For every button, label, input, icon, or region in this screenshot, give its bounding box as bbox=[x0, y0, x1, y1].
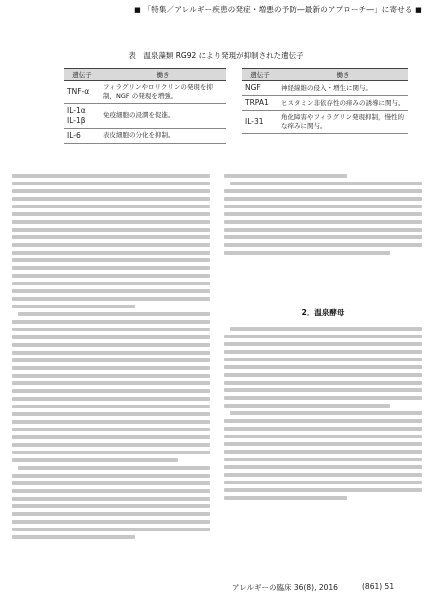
gene-cell: IL-1α IL-1β bbox=[64, 103, 100, 128]
gene-cell: IL-6 bbox=[64, 128, 100, 143]
role-cell: 免疫細胞の浸潤を促進。 bbox=[100, 103, 226, 128]
table-row bbox=[64, 103, 226, 128]
gene-cell: IL-31 bbox=[242, 111, 278, 134]
paragraph-right-2 bbox=[224, 327, 422, 408]
gene-cell: TRPA1 bbox=[242, 96, 278, 111]
body-column-left bbox=[12, 170, 210, 543]
square-marker-right: ■ bbox=[415, 6, 422, 14]
paragraph-left-3 bbox=[12, 466, 210, 539]
role-cell: フィラグリンやロリクリンの発現を抑制，NGF の発現を増強。 bbox=[100, 81, 226, 104]
table-row bbox=[242, 81, 408, 96]
gene-table-left bbox=[64, 68, 226, 144]
body-column-right-lower bbox=[224, 323, 422, 504]
table-row bbox=[242, 111, 408, 134]
table-row bbox=[64, 81, 226, 104]
gene-cell: NGF bbox=[242, 81, 278, 96]
column-header-role: 働き bbox=[100, 69, 226, 81]
header-text: 「特集／アレルギー疾患の発症・増悪の予防―最新のアプローチ―」に寄せる bbox=[143, 5, 413, 14]
table-caption: 表 温泉藻類 RG92 により発現が抑制された遺伝子 bbox=[128, 51, 304, 60]
table-row bbox=[64, 128, 226, 143]
square-marker-left: ■ bbox=[134, 6, 141, 14]
role-cell: 表皮細胞の分化を抑制。 bbox=[100, 128, 226, 143]
column-header-role: 働き bbox=[278, 69, 408, 81]
table-row bbox=[242, 96, 408, 111]
paragraph-left-2 bbox=[12, 312, 210, 462]
section-heading: 2．温泉酵母 bbox=[301, 308, 345, 317]
paragraph-right-3 bbox=[224, 411, 422, 499]
paragraph-left-1 bbox=[12, 174, 210, 308]
footer-page-number: (861) 51 bbox=[362, 582, 395, 591]
table-header-row bbox=[64, 69, 226, 81]
column-header-gene: 遺伝子 bbox=[242, 69, 278, 81]
gene-table-right bbox=[242, 68, 408, 134]
table-header-row bbox=[242, 69, 408, 81]
gene-cell: TNF-α bbox=[64, 81, 100, 104]
role-cell: 神経線維の侵入・増生に関与。 bbox=[278, 81, 408, 96]
column-header-gene: 遺伝子 bbox=[64, 69, 100, 81]
footer-journal: アレルギーの臨床 36(8), 2016 bbox=[232, 583, 338, 592]
paragraph-right-1 bbox=[224, 174, 422, 255]
role-cell: 角化障害やフィラグリン発現抑制，慢性的な痒みに関与。 bbox=[278, 111, 408, 134]
running-header bbox=[134, 4, 422, 15]
role-cell: ヒスタミン非依存性の痒みの誘導に関与。 bbox=[278, 96, 408, 111]
body-column-right bbox=[224, 170, 422, 258]
